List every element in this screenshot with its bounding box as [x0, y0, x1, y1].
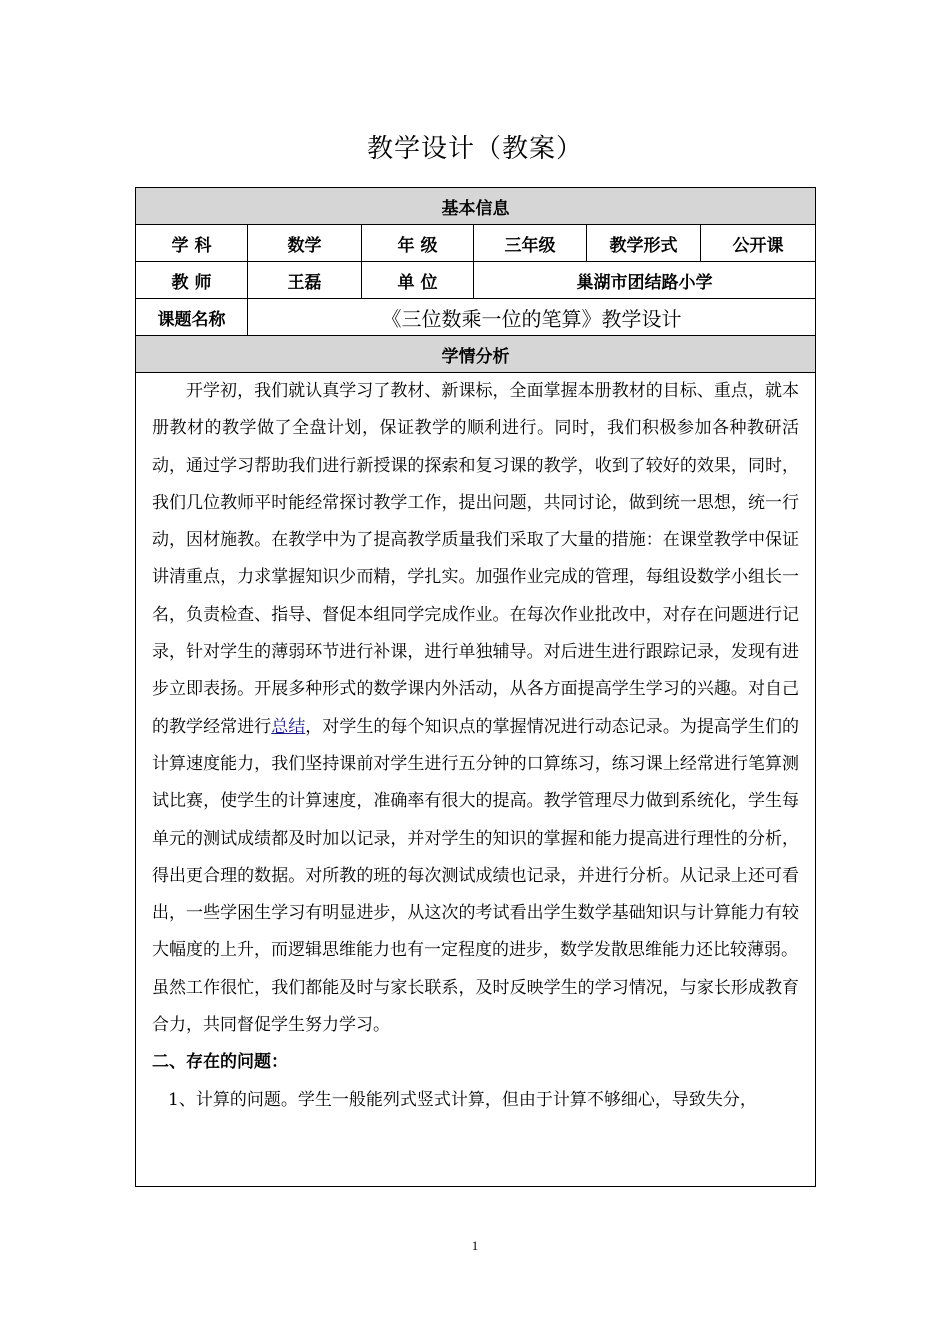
grade-value: 三年级 — [474, 225, 587, 262]
subject-value: 数学 — [248, 225, 362, 262]
section-2-heading: 二、存在的问题： — [152, 1052, 288, 1073]
topic-label: 课题名称 — [136, 299, 248, 336]
unit-value: 巢湖市团结路小学 — [474, 262, 816, 299]
para1-text-start: 开学初，我们就认真学习了教材、新课标，全面掌握本册教材的目标、重点，就本册教材的教学做了全盘计划，保证教学的顺利进行。同时，我们积极参加各种教研活动，通过学习帮助我们进行新授课的探索和复习课的教学，收到了较好的效果，同时，我们几位教师平时能经常探讨教学工作，提出问题，共同讨论，做到统一思想，统一行动，因材施教。在教学中为了提高教学质量我们采取了大量的措施：在课堂教学中保证讲清重点，力求掌握知识少而精，学扎实。加强作业完成的管理，每组设数学小组长一名，负责检查、指导、督促本组同学完成作业。在每次作业批改中，对存在问题进行记录，针对学生的薄弱环节进行补课，进行单独辅导。对后进生进行跟踪记录，发现有进步立即表扬。开展多种形式的数学课内外活动，从各方面提高学生学习的兴趣。对自己的教学经常进行 — [152, 381, 799, 737]
analysis-paragraph-1 — [152, 373, 799, 970]
topic-value: 《三位数乘一位的笔算》教学设计 — [248, 299, 816, 336]
teacher-label: 教 师 — [136, 262, 248, 299]
basic-info-header: 基本信息 — [136, 188, 816, 225]
grade-label: 年 级 — [362, 225, 474, 262]
para1-text-end: ，对学生的每个知识点的掌握情况进行动态记录。为提高学生们的计算速度能力，我们坚持课前对学生进行五分钟的口算练习，练习课上经常进行笔算测试比赛，使学生的计算速度，准确率有很大的提高。教学管理尽力做到系统化，学生每单元的测试成绩都及时加以记录，并对学生的知识的掌握和能力提高进行理性的分析，得出更合理的数据。对所教的班的每次测试成绩也记录，并进行分析。从记录上还可看出，一些学困生学习有明显进步，从这次的考试看出学生数学基础知识与计算能力有较大幅度的上升，而逻辑思维能力也有一定程度的进步，数学发散思维能力还比较薄弱。 — [152, 716, 799, 961]
format-value: 公开课 — [701, 225, 816, 262]
subject-label: 学 科 — [136, 225, 248, 262]
format-label: 教学形式 — [587, 225, 701, 262]
problem-item-1: 1、计算的问题。学生一般能列式竖式计算，但由于计算不够细心，导致失分， — [168, 1089, 757, 1110]
teacher-value: 王磊 — [248, 262, 362, 299]
lesson-info-table — [135, 187, 816, 1187]
analysis-body — [136, 373, 816, 1187]
summary-link[interactable]: 总结 — [271, 716, 306, 737]
analysis-paragraph-2: 虽然工作很忙，我们都能及时与家长联系，及时反映学生的学习情况，与家长形成教育合力，共同督促学生努力学习。 — [152, 977, 799, 1036]
analysis-header: 学情分析 — [136, 336, 816, 373]
unit-label: 单 位 — [362, 262, 474, 299]
page-title: 教学设计（教案） — [366, 134, 583, 164]
page-number: 1 — [471, 1238, 479, 1253]
